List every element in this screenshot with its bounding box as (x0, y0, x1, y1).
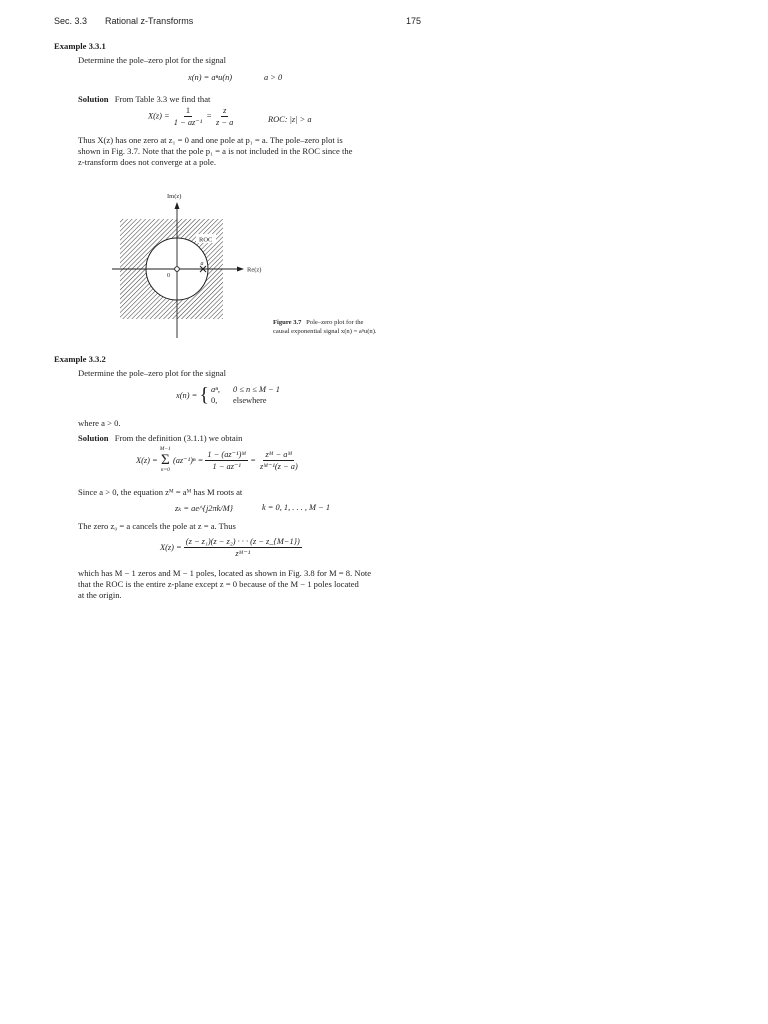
roots-equation: zₖ = ae^{j2πk/M} (175, 504, 234, 513)
pole-zero-plot (104, 188, 274, 348)
fraction-two-numerator: z (223, 106, 227, 115)
figure-caption-line: Pole–zero plot for the (306, 319, 364, 326)
xz-equation (148, 106, 235, 127)
final-equation (160, 537, 302, 558)
roc-condition: ROC: |z| > a (268, 115, 312, 124)
pole-label: a (200, 261, 204, 267)
solution-line (78, 433, 242, 444)
paragraph-line: Thus X(z) has one zero at z₁ = 0 and one pole at p₁ = a. The pole–zero plot is (78, 135, 343, 145)
imaginary-axis-arrow (175, 202, 180, 209)
sum-term: (az⁻¹)ⁿ = (172, 456, 204, 465)
example-title: Example 3.3.1 (54, 41, 106, 51)
condition-line: where a > 0. (78, 418, 121, 428)
case-condition: elsewhere (233, 396, 267, 405)
figure-caption-line: causal exponential signal x(n) = aⁿu(n). (273, 327, 377, 335)
fraction-one-denominator: 1 − az⁻¹ (173, 118, 203, 127)
real-axis-label: Re(z) (247, 266, 262, 274)
solution-label: Solution (78, 94, 109, 104)
sum-equation (136, 446, 300, 474)
fraction-three (205, 450, 248, 471)
paragraph-line: z-transform does not converge at a pole. (78, 157, 217, 167)
final-lhs: X(z) = (160, 543, 182, 552)
brace-symbol: { (199, 384, 209, 406)
piecewise-signal (176, 384, 280, 406)
paragraph-line: which has M − 1 zeros and M − 1 poles, located as shown in Fig. 3.8 for M = 8. Note (78, 568, 372, 578)
roots-intro: Since a > 0, the equation zᴹ = aᴹ has M roots at (78, 487, 243, 497)
fraction-one-numerator: 1 (185, 106, 191, 115)
paragraph-line: that the ROC is the entire z-plane except z = 0 because of the M − 1 poles located (78, 579, 359, 589)
page-number: 175 (406, 16, 422, 26)
final-denominator: zᴹ⁻¹ (235, 549, 251, 558)
zero-cancel-line: The zero z₀ = a cancels the pole at z = a. Thus (78, 521, 236, 531)
fraction-two (214, 106, 235, 127)
equals-sign: = (250, 455, 256, 465)
section-number: Sec. 3.3 (54, 16, 88, 26)
paragraph-line: shown in Fig. 3.7. Note that the pole p₁ = a is not included in the ROC since the (78, 146, 353, 156)
equals-sign: = (206, 111, 212, 121)
sum-upper-limit: M−1 (159, 446, 171, 452)
fraction-three-denominator: 1 − az⁻¹ (212, 461, 241, 471)
real-axis-arrow (237, 267, 244, 272)
paragraph-line: at the origin. (78, 590, 122, 600)
figure-caption (273, 319, 377, 336)
book-page (0, 0, 452, 614)
summation (160, 446, 171, 474)
solution-label: Solution (78, 433, 109, 443)
signal-equation: x(n) = aⁿu(n) (188, 73, 233, 82)
final-numerator: (z − z₁)(z − z₂) · · · (z − z_{M−1}) (185, 537, 300, 546)
chapter-title: Rational z-Transforms (105, 16, 194, 26)
piecewise-cases (211, 384, 280, 406)
case-value: 0, (211, 396, 218, 405)
zero-marker (175, 267, 180, 272)
case-condition: 0 ≤ n ≤ M − 1 (233, 385, 280, 394)
origin-label: 0 (167, 273, 170, 279)
fraction-four (258, 450, 300, 471)
signal-condition: a > 0 (264, 73, 283, 82)
fraction-four-denominator: zᴹ⁻¹(z − a) (259, 461, 298, 471)
final-fraction (184, 537, 302, 558)
fraction-three-numerator: 1 − (az⁻¹)ᴹ (207, 449, 247, 459)
sum-symbol: Σ (160, 452, 170, 468)
sum-lower-limit: n=0 (160, 467, 170, 473)
roots-index-range: k = 0, 1, . . . , M − 1 (262, 503, 331, 512)
solution-line (78, 94, 210, 105)
fraction-two-denominator: z − a (216, 118, 234, 127)
xz-lhs: X(z) = (148, 111, 170, 121)
solution-text: From Table 3.3 we find that (114, 94, 211, 104)
imaginary-axis-label: Im(z) (167, 193, 182, 200)
example-prompt: Determine the pole–zero plot for the signal (78, 55, 226, 65)
case-value: aⁿ, (211, 385, 220, 394)
figure-caption-label: Figure 3.7 (273, 319, 302, 326)
sum-lhs: X(z) = (136, 455, 158, 465)
roc-label: ROC (199, 236, 213, 244)
fraction-one (172, 106, 204, 127)
example-prompt: Determine the pole–zero plot for the signal (78, 368, 226, 378)
piecewise-lhs: x(n) = (176, 390, 198, 400)
solution-text: From the definition (3.1.1) we obtain (114, 433, 243, 443)
example-title: Example 3.3.2 (54, 354, 106, 364)
fraction-four-numerator: zᴹ − aᴹ (265, 449, 293, 459)
